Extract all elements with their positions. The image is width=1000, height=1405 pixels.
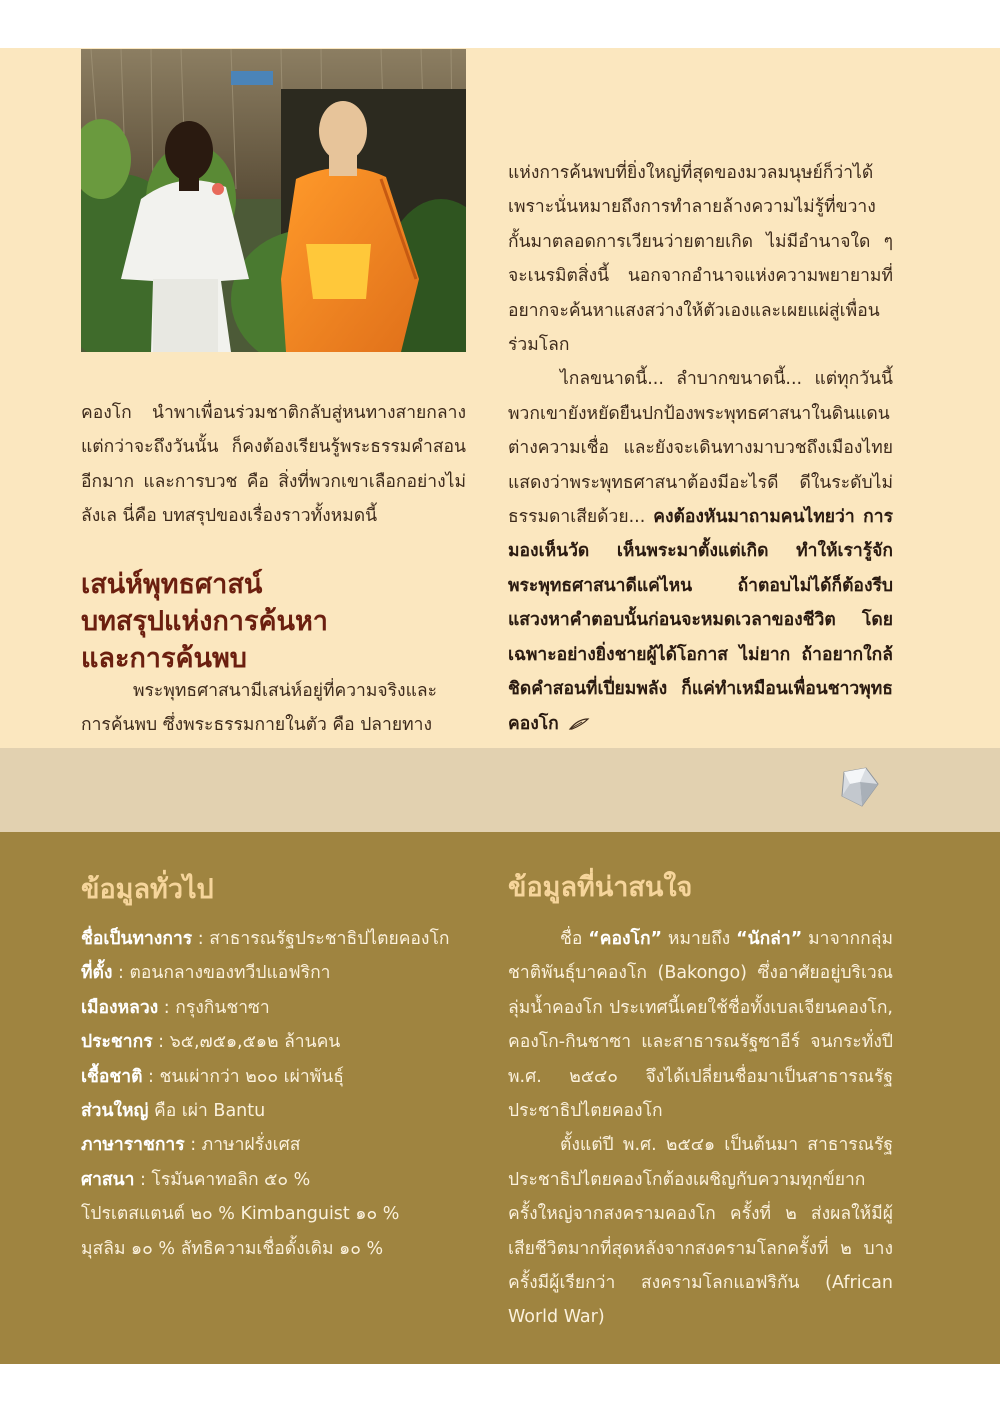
info-value: : ภาษาฝรั่งเศส	[184, 1135, 301, 1156]
info-value: : ชนเผ่ากว่า ๒๐๐ เผ่าพันธุ์	[142, 1066, 344, 1087]
info-value: : สาธารณรัฐประชาธิปไตยคองโก	[192, 929, 450, 949]
interesting-paragraph-1	[508, 922, 893, 1128]
p1-post: มาจากกลุ่มชาติพันธุ์บาคองโก (Bakongo) ซึ่งอาศัยอยู่บริเวณลุ่มน้ำคองโก ประเทศนี้เคยใช้ชื่อทั้งเบลเจียนคองโก, คองโก-กินชาซา และสาธารณรัฐซาอีร์ จนกระทั่งปี พ.ศ. ๒๕๔๐ จึงได้เปลี่ยนชื่อมาเป็นสาธารณรัฐประชาธิปไตยคองโก	[508, 929, 894, 1122]
info-value: : กรุงกินชาซา	[158, 997, 270, 1018]
info-label: ชื่อเป็นทางการ	[81, 929, 193, 949]
info-value: : โรมันคาทอลิก ๕๐ %	[134, 1169, 311, 1190]
section-paragraph-start	[81, 674, 466, 743]
info-row-ethnicity	[81, 1060, 471, 1094]
intro-text: คองโก นำพาเพื่อนร่วมชาติกลับสู่หนทางสายกลาง แต่กว่าจะถึงวันนั้น ก็คงต้องเรียนรู้พระธรรมคำสอนอีกมาก และการบวช คือ สิ่งที่พวกเขาเลือกอย่างไม่ลังเล นี่คือ บทสรุปของเรื่องราวทั้งหมดนี้	[81, 403, 466, 527]
right-paragraph-2-bold: คงต้องหันมาถามคนไทยว่า การมองเห็นวัด เห็นพระมาตั้งแต่เกิด ทำให้เรารู้จักพระพุทธศาสนาดีแค่ไหน ถ้าตอบไม่ได้ก็ต้องรีบแสวงหาคำตอบนั้นก่อนจะหมดเวลาของชีวิต โดยเฉพาะอย่างยิ่งชายผู้ได้โอกาส ไม่ยาก ถ้าอยากใกล้ชิดคำสอนที่เปี่ยมพลัง ก็แค่ทำเหมือนเพื่อนชาวพุทธคองโก	[508, 507, 893, 734]
heading-line-3: และการค้นพบ	[81, 643, 247, 674]
info-row-capital	[81, 991, 471, 1025]
info-row-official-name	[81, 922, 471, 956]
right-paragraph-1: แห่งการค้นพบที่ยิ่งใหญ่ที่สุดของมวลมนุษย์ก็ว่าได้ เพราะนั่นหมายถึงการทำลายล้างความไม่รู้ที่ขวางกั้นมาตลอดการเวียนว่ายตายเกิด ไม่มีอำนาจใด ๆ จะเนรมิตสิ่งนี้ นอกจากอำนาจแห่งความพยายามที่อยากจะค้นหาแสงสว่างให้ตัวเองและเผยแผ่สู่เพื่อนร่วมโลก	[508, 163, 893, 356]
info-label: เชื้อชาติ	[81, 1066, 143, 1087]
info-row-population	[81, 1025, 471, 1059]
intro-paragraph	[81, 396, 466, 534]
diamond-icon	[832, 762, 884, 814]
info-row-location	[81, 956, 471, 990]
info-value: คือ เผ่า Bantu	[148, 1101, 266, 1122]
interesting-paragraph-2: ตั้งแต่ปี พ.ศ. ๒๕๔๑ เป็นต้นมา สาธารณรัฐประชาธิปไตยคองโกต้องเผชิญกับความทุกข์ยากครั้งใหญ่จากสงครามคองโก ครั้งที่ ๒ ส่งผลให้มีผู้เสียชีวิตมากที่สุดหลังจากสงครามโลกครั้งที่ ๒ บางครั้งมีผู้เรียกว่า สงครามโลกแอฟริกัน (African World War)	[508, 1135, 893, 1328]
general-info-list	[81, 922, 471, 1266]
info-label: ที่ตั้ง	[81, 963, 113, 984]
info-label: ภาษาราชการ	[81, 1135, 185, 1156]
info-label: เมืองหลวง	[81, 997, 159, 1018]
p1-mid: หมายถึง	[662, 929, 737, 949]
section-heading	[81, 566, 466, 677]
interesting-info-title: ข้อมูลที่น่าสนใจ	[508, 872, 693, 903]
section-text: พระพุทธศาสนามีเสน่ห์อยู่ที่ความจริงและการค้นพบ ซึ่งพระธรรมกายในตัว คือ ปลายทาง	[81, 681, 437, 736]
right-column	[508, 156, 893, 741]
info-label: ประชากร	[81, 1032, 153, 1053]
info-value: : ตอนกลางของทวีปแอฟริกา	[112, 963, 331, 984]
info-row-religion	[81, 1163, 471, 1197]
right-paragraph-2-normal: ไกลขนาดนี้... ลำบากขนาดนี้... แต่ทุกวันนี้พวกเขายังหยัดยืนปกป้องพระพุทธศาสนาในดินแดนต่างความเชื่อ และยังจะเดินทางมาบวชถึงเมืองไทย แสดงว่าพระพุทธศาสนาต้องมีอะไรดี ดีในระดับไม่ธรรมดาเสียด้วย...	[508, 369, 893, 528]
info-row-religion-cont-2: มุสลิม ๑๐ % ลัทธิความเชื่อดั้งเดิม ๑๐ %	[81, 1238, 384, 1259]
info-row-religion-cont-1: โปรเตสแตนต์ ๒๐ % Kimbanguist ๑๐ %	[81, 1204, 400, 1225]
info-row-language	[81, 1128, 471, 1162]
info-value: : ๖๕,๗๕๑,๕๑๒ ล้านคน	[152, 1032, 341, 1053]
p1-pre: ชื่อ	[560, 929, 589, 949]
info-label: ส่วนใหญ่	[81, 1101, 149, 1122]
feather-end-icon	[568, 717, 590, 731]
info-label: ศาสนา	[81, 1169, 135, 1190]
term-hunter: “นักล่า”	[736, 929, 803, 949]
heading-line-2: บทสรุปแห่งการค้นหา	[81, 606, 328, 637]
photo-man-and-monk	[81, 49, 466, 352]
info-row-majority	[81, 1094, 471, 1128]
term-congo: “คองโก”	[588, 929, 663, 949]
general-info-title: ข้อมูลทั่วไป	[81, 874, 214, 905]
interesting-info-text	[508, 922, 893, 1335]
right-paragraph-2	[508, 362, 893, 740]
heading-line-1: เสน่ห์พุทธศาสน์	[81, 569, 263, 600]
